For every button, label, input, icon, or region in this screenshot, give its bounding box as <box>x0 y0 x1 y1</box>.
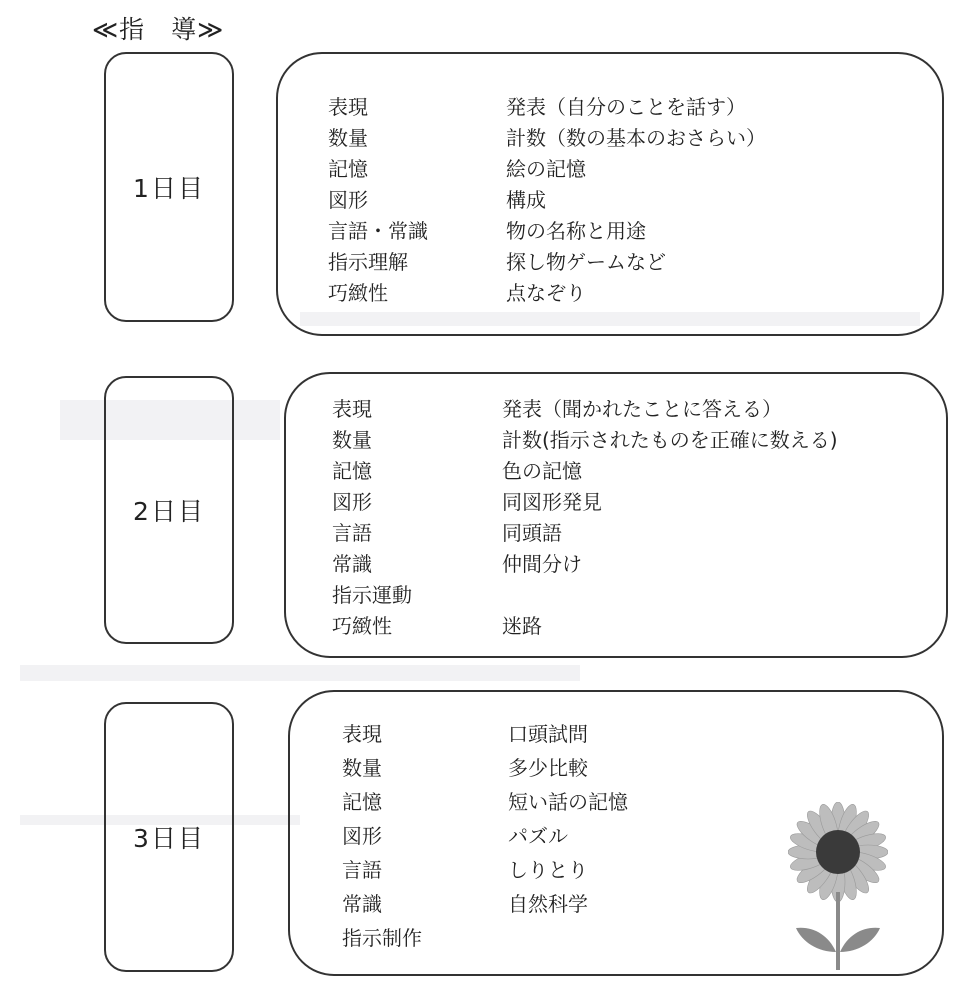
list-item <box>278 154 942 184</box>
list-item <box>290 719 942 749</box>
activity-label: 絵の記憶 <box>506 157 586 181</box>
subject-label: 常識 <box>342 892 382 916</box>
subject-label: 言語・常識 <box>328 219 428 243</box>
list-item <box>286 611 946 641</box>
activity-label: 物の名称と用途 <box>506 219 646 243</box>
sunflower-center <box>816 830 860 874</box>
list-item <box>278 92 942 122</box>
list-item <box>290 753 942 783</box>
subject-label: 巧緻性 <box>332 614 392 638</box>
subject-label: 記憶 <box>328 157 368 181</box>
activity-label: 多少比較 <box>508 756 588 780</box>
activity-label: 迷路 <box>502 614 542 638</box>
day-1-label: 1日目 <box>133 174 205 203</box>
page-heading: ≪指 導≫ <box>92 15 225 44</box>
day-2-content <box>284 372 948 658</box>
list-item <box>286 425 946 455</box>
activity-label: しりとり <box>508 858 588 882</box>
activity-label: 発表（聞かれたことに答える） <box>502 397 782 421</box>
activity-label: 口頭試問 <box>508 722 588 746</box>
list-item <box>286 549 946 579</box>
list-item <box>286 394 946 424</box>
list-item <box>286 518 946 548</box>
subject-label: 数量 <box>328 126 368 150</box>
subject-label: 言語 <box>332 521 372 545</box>
subject-label: 指示理解 <box>328 250 408 274</box>
list-item <box>286 580 946 610</box>
sunflower-leaf-right <box>840 928 880 952</box>
subject-label: 常識 <box>332 552 372 576</box>
day-3-box <box>104 702 234 972</box>
activity-label: 同頭語 <box>502 521 562 545</box>
activity-label: 自然科学 <box>508 892 588 916</box>
list-item <box>278 278 942 308</box>
subject-label: 巧緻性 <box>328 281 388 305</box>
activity-label: 仲間分け <box>502 552 582 576</box>
subject-label: 図形 <box>328 188 368 212</box>
activity-label: 短い話の記憶 <box>508 790 628 814</box>
subject-label: 表現 <box>328 95 368 119</box>
day-2-box <box>104 376 234 644</box>
list-item <box>278 247 942 277</box>
list-item <box>278 123 942 153</box>
day-1-content <box>276 52 944 336</box>
activity-label: 探し物ゲームなど <box>506 250 666 274</box>
subject-label: 数量 <box>342 756 382 780</box>
subject-label: 数量 <box>332 428 372 452</box>
activity-label: 点なぞり <box>506 281 586 305</box>
list-item <box>286 456 946 486</box>
subject-label: 図形 <box>332 490 372 514</box>
subject-label: 表現 <box>332 397 372 421</box>
day-3-label: 3日目 <box>133 824 205 853</box>
list-item <box>278 216 942 246</box>
subject-label: 表現 <box>342 722 382 746</box>
sunflower-leaf-left <box>796 928 836 952</box>
subject-label: 指示運動 <box>332 583 412 607</box>
day-1-box <box>104 52 234 322</box>
subject-label: 言語 <box>342 858 382 882</box>
activity-label: 構成 <box>506 188 546 212</box>
background-mark <box>20 665 580 681</box>
activity-label: 計数(指示されたものを正確に数える) <box>502 428 838 452</box>
activity-label: 計数（数の基本のおさらい） <box>506 126 766 150</box>
activity-label: 同図形発見 <box>502 490 602 514</box>
list-item <box>286 487 946 517</box>
sunflower-icon <box>788 802 888 972</box>
subject-label: 指示制作 <box>342 926 422 950</box>
activity-label: 発表（自分のことを話す） <box>506 95 746 119</box>
subject-label: 図形 <box>342 824 382 848</box>
list-item <box>278 185 942 215</box>
subject-label: 記憶 <box>332 459 372 483</box>
activity-label: パズル <box>508 824 568 848</box>
subject-label: 記憶 <box>342 790 382 814</box>
activity-label: 色の記憶 <box>502 459 582 483</box>
day-2-label: 2日目 <box>133 497 205 526</box>
